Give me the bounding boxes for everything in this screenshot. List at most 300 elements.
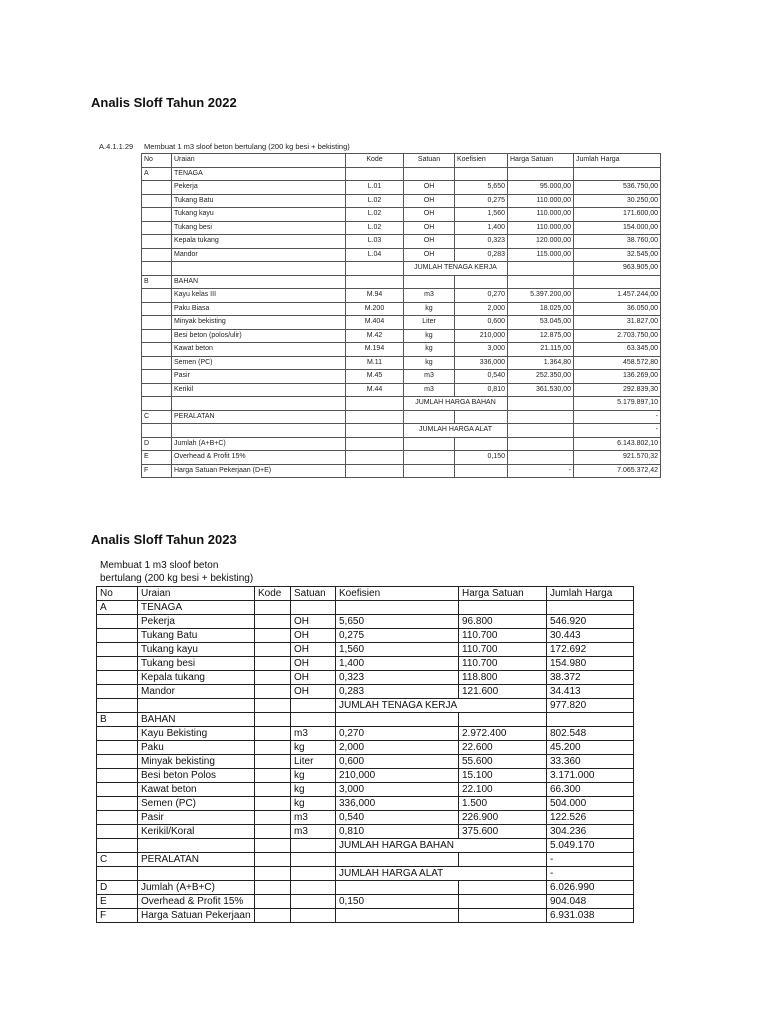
table-cell: 546.920 — [547, 615, 634, 629]
table-cell: A — [97, 601, 138, 615]
table-cell: kg — [404, 343, 455, 357]
table-cell: 1,400 — [336, 657, 459, 671]
table-cell — [255, 825, 291, 839]
table-cell: TENAGA — [138, 601, 255, 615]
analysis-code-2022: A.4.1.1.29 — [99, 142, 134, 151]
table-cell: 12.875,00 — [508, 329, 574, 343]
table-cell — [97, 825, 138, 839]
table-cell — [291, 713, 336, 727]
table-cell: 504.000 — [547, 797, 634, 811]
table-cell: 34.413 — [547, 685, 634, 699]
table-cell — [142, 194, 172, 208]
table-cell — [404, 451, 455, 465]
table-cell — [97, 755, 138, 769]
table-cell: 36.050,00 — [574, 302, 661, 316]
table-cell: Tukang kayu — [138, 643, 255, 657]
table-cell: 171.600,00 — [574, 208, 661, 222]
table-cell — [255, 601, 291, 615]
table-cell — [255, 867, 291, 881]
table-cell — [346, 464, 404, 478]
table-cell — [291, 881, 336, 895]
table-cell — [142, 370, 172, 384]
table-cell: 963.905,00 — [574, 262, 661, 276]
table-cell: E — [142, 451, 172, 465]
table-cell: JUMLAH HARGA ALAT — [404, 424, 508, 438]
table-cell: 96.800 — [459, 615, 547, 629]
table-cell — [508, 437, 574, 451]
table-row — [142, 167, 661, 181]
table-row — [97, 881, 634, 895]
table-row — [142, 370, 661, 384]
table-cell: 5.397.200,00 — [508, 289, 574, 303]
table-cell: 30.250,00 — [574, 194, 661, 208]
table-cell: 121.600 — [459, 685, 547, 699]
table-row — [142, 248, 661, 262]
table-cell: JUMLAH HARGA BAHAN — [336, 839, 547, 853]
table-cell — [138, 867, 255, 881]
table-cell: 0,150 — [336, 895, 459, 909]
table-cell — [346, 424, 404, 438]
table-cell: kg — [291, 797, 336, 811]
table-row — [97, 643, 634, 657]
table-cell — [346, 451, 404, 465]
table-row — [97, 755, 634, 769]
table-cell — [138, 699, 255, 713]
table-cell: 904.048 — [547, 895, 634, 909]
table-cell — [346, 397, 404, 411]
table-row — [142, 410, 661, 424]
table-cell — [142, 397, 172, 411]
table-cell — [142, 221, 172, 235]
table-cell — [459, 909, 547, 923]
table-row — [97, 699, 634, 713]
table-cell — [455, 410, 508, 424]
table-row — [142, 397, 661, 411]
table-cell: BAHAN — [172, 275, 346, 289]
table-cell: Paku — [138, 741, 255, 755]
table-row — [97, 783, 634, 797]
table-row — [142, 194, 661, 208]
table-cell: OH — [291, 685, 336, 699]
table-cell: M.42 — [346, 329, 404, 343]
table-cell — [291, 909, 336, 923]
column-header: Koefisien — [336, 587, 459, 601]
table-cell — [97, 811, 138, 825]
table-cell: D — [142, 437, 172, 451]
table-cell: 304.236 — [547, 825, 634, 839]
table-cell: Tukang Batu — [138, 629, 255, 643]
table-cell — [459, 895, 547, 909]
table-cell — [172, 424, 346, 438]
table-cell: L.03 — [346, 235, 404, 249]
column-header: Harga Satuan — [508, 154, 574, 168]
table-row — [142, 464, 661, 478]
table-cell: OH — [291, 643, 336, 657]
table-cell — [508, 451, 574, 465]
table-cell: 0,283 — [455, 248, 508, 262]
table-cell: M.194 — [346, 343, 404, 357]
table-cell — [142, 383, 172, 397]
table-cell: Paku Biasa — [172, 302, 346, 316]
table-cell: 0,323 — [336, 671, 459, 685]
table-row — [97, 629, 634, 643]
table-cell — [255, 895, 291, 909]
table-cell: 110.700 — [459, 643, 547, 657]
table-cell: 210,000 — [336, 769, 459, 783]
table-cell: 115.000,00 — [508, 248, 574, 262]
table-cell: 136.269,00 — [574, 370, 661, 384]
table-cell: 1,400 — [455, 221, 508, 235]
table-cell: M.200 — [346, 302, 404, 316]
heading-2022: Analis Sloff Tahun 2022 — [91, 95, 237, 110]
table-cell: 55.600 — [459, 755, 547, 769]
table-cell: Tukang Batu — [172, 194, 346, 208]
table-cell: 38.760,00 — [574, 235, 661, 249]
table-row — [142, 302, 661, 316]
table-cell: Minyak bekisting — [172, 316, 346, 330]
table-cell: 977.820 — [547, 699, 634, 713]
table-cell: L.02 — [346, 221, 404, 235]
table-row — [97, 853, 634, 867]
table-cell — [255, 741, 291, 755]
table-cell: OH — [404, 208, 455, 222]
table-row — [142, 356, 661, 370]
table-cell: M.11 — [346, 356, 404, 370]
table-row — [142, 208, 661, 222]
table-cell — [336, 909, 459, 923]
table-cell: 2.972.400 — [459, 727, 547, 741]
table-cell: 0,540 — [455, 370, 508, 384]
table-cell: 5.179.897,10 — [574, 397, 661, 411]
table-cell: m3 — [291, 825, 336, 839]
table-cell — [97, 839, 138, 853]
table-cell — [97, 727, 138, 741]
table-cell — [142, 343, 172, 357]
table-cell: 15.100 — [459, 769, 547, 783]
table-cell — [291, 853, 336, 867]
column-header: Kode — [346, 154, 404, 168]
table-cell — [142, 316, 172, 330]
table-cell: 0,540 — [336, 811, 459, 825]
table-cell — [336, 881, 459, 895]
table-cell — [142, 329, 172, 343]
table-cell: Kawat beton — [172, 343, 346, 357]
column-header: No — [97, 587, 138, 601]
table-cell — [508, 410, 574, 424]
table-cell — [142, 289, 172, 303]
table-cell — [547, 713, 634, 727]
table-cell: 2,000 — [455, 302, 508, 316]
table-cell — [336, 601, 459, 615]
table-cell: Minyak bekisting — [138, 755, 255, 769]
table-cell: Kayu Bekisting — [138, 727, 255, 741]
table-cell — [255, 685, 291, 699]
analysis-title-2022: Membuat 1 m3 sloof beton bertulang (200 kg besi + bekisting) — [144, 142, 350, 151]
table-cell — [97, 615, 138, 629]
table-cell: OH — [404, 194, 455, 208]
table-cell: Kayu kelas III — [172, 289, 346, 303]
table-2023 — [96, 586, 634, 923]
table-cell: Besi beton (polos/ulir) — [172, 329, 346, 343]
table-cell: Mandor — [138, 685, 255, 699]
table-row — [97, 657, 634, 671]
table-cell: L.01 — [346, 181, 404, 195]
table-cell — [455, 464, 508, 478]
table-cell: 120.000,00 — [508, 235, 574, 249]
table-cell — [336, 713, 459, 727]
table-cell: Overhead & Profit 15% — [138, 895, 255, 909]
table-cell: 21.115,00 — [508, 343, 574, 357]
table-cell: 63.345,00 — [574, 343, 661, 357]
table-cell: Semen (PC) — [138, 797, 255, 811]
column-header: Harga Satuan — [459, 587, 547, 601]
table-cell — [455, 275, 508, 289]
table-cell: 0,275 — [455, 194, 508, 208]
table-cell — [404, 275, 455, 289]
table-cell — [574, 167, 661, 181]
column-header: Satuan — [404, 154, 455, 168]
table-cell: 0,810 — [336, 825, 459, 839]
table-cell — [346, 167, 404, 181]
table-row — [142, 275, 661, 289]
table-row — [142, 235, 661, 249]
table-cell: 2.703.750,00 — [574, 329, 661, 343]
table-cell: 95.000,00 — [508, 181, 574, 195]
column-header: Uraian — [172, 154, 346, 168]
table-cell: Kepala tukang — [138, 671, 255, 685]
table-cell — [459, 713, 547, 727]
table-cell: OH — [404, 248, 455, 262]
column-header: Satuan — [291, 587, 336, 601]
table-cell — [255, 783, 291, 797]
table-cell: 5,650 — [336, 615, 459, 629]
table-cell: kg — [291, 741, 336, 755]
table-cell: 118.800 — [459, 671, 547, 685]
table-row — [142, 221, 661, 235]
table-cell — [142, 181, 172, 195]
table-cell: 30.443 — [547, 629, 634, 643]
column-header: Uraian — [138, 587, 255, 601]
table-cell: 3,000 — [455, 343, 508, 357]
table-cell: Harga Satuan Pekerjaan — [138, 909, 255, 923]
table-cell: m3 — [291, 727, 336, 741]
table-cell: M.44 — [346, 383, 404, 397]
table-cell: kg — [291, 769, 336, 783]
table-cell: - — [574, 410, 661, 424]
table-cell — [404, 410, 455, 424]
table-row — [97, 615, 634, 629]
table-cell — [255, 839, 291, 853]
table-cell — [255, 615, 291, 629]
table-cell: 6.931.038 — [547, 909, 634, 923]
table-cell: 252.350,00 — [508, 370, 574, 384]
table-cell: F — [142, 464, 172, 478]
table-cell: Pasir — [172, 370, 346, 384]
table-cell: kg — [404, 356, 455, 370]
table-cell: 1,560 — [336, 643, 459, 657]
header-row — [142, 154, 661, 168]
table-cell — [508, 167, 574, 181]
table-row — [142, 343, 661, 357]
table-cell: 0,810 — [455, 383, 508, 397]
table-cell: m3 — [291, 811, 336, 825]
table-cell: 1.457.244,00 — [574, 289, 661, 303]
table-cell — [97, 657, 138, 671]
table-cell: PERALATAN — [172, 410, 346, 424]
table-cell — [255, 643, 291, 657]
table-cell: L.04 — [346, 248, 404, 262]
table-cell: C — [142, 410, 172, 424]
table-row — [97, 601, 634, 615]
table-row — [142, 181, 661, 195]
table-cell: - — [547, 853, 634, 867]
table-cell: 336,000 — [455, 356, 508, 370]
table-cell: Pekerja — [138, 615, 255, 629]
table-cell — [346, 410, 404, 424]
table-cell: 66.300 — [547, 783, 634, 797]
table-cell: 0,270 — [455, 289, 508, 303]
table-row — [97, 867, 634, 881]
table-cell: 0,270 — [336, 727, 459, 741]
table-cell — [142, 208, 172, 222]
table-cell — [336, 853, 459, 867]
table-cell: OH — [291, 657, 336, 671]
table-cell: 0,600 — [336, 755, 459, 769]
table-cell — [97, 741, 138, 755]
column-header: Koefisien — [455, 154, 508, 168]
table-cell: 1.364,80 — [508, 356, 574, 370]
table-cell: 336,000 — [336, 797, 459, 811]
table-row — [97, 671, 634, 685]
table-cell: D — [97, 881, 138, 895]
table-row — [142, 383, 661, 397]
table-cell — [97, 797, 138, 811]
table-cell: 5.049.170 — [547, 839, 634, 853]
table-cell: 6.026.990 — [547, 881, 634, 895]
table-cell: Jumlah (A+B+C) — [138, 881, 255, 895]
table-cell — [172, 262, 346, 276]
table-cell: 458.572,80 — [574, 356, 661, 370]
table-cell: 110.700 — [459, 629, 547, 643]
table-cell — [142, 424, 172, 438]
table-row — [97, 797, 634, 811]
table-cell: 292.839,30 — [574, 383, 661, 397]
table-cell — [574, 275, 661, 289]
table-cell — [404, 464, 455, 478]
table-cell: 154.000,00 — [574, 221, 661, 235]
table-cell: JUMLAH HARGA BAHAN — [404, 397, 508, 411]
table-cell: TENAGA — [172, 167, 346, 181]
table-cell: 53.045,00 — [508, 316, 574, 330]
table-cell: Tukang kayu — [172, 208, 346, 222]
table-cell — [346, 275, 404, 289]
table-cell — [255, 699, 291, 713]
table-cell: 22.600 — [459, 741, 547, 755]
table-row — [142, 329, 661, 343]
table-cell: 33.360 — [547, 755, 634, 769]
table-cell: Tukang besi — [172, 221, 346, 235]
table-cell — [142, 356, 172, 370]
table-row — [142, 424, 661, 438]
table-cell: Jumlah (A+B+C) — [172, 437, 346, 451]
table-cell: Besi beton Polos — [138, 769, 255, 783]
table-cell: kg — [291, 783, 336, 797]
column-header: Jumlah Harga — [574, 154, 661, 168]
table-cell: Liter — [291, 755, 336, 769]
table-cell — [97, 629, 138, 643]
table-cell: 172.692 — [547, 643, 634, 657]
table-cell: 921.570,32 — [574, 451, 661, 465]
table-cell: OH — [291, 615, 336, 629]
table-cell — [255, 881, 291, 895]
table-cell — [291, 867, 336, 881]
table-row — [97, 811, 634, 825]
table-cell: 110.000,00 — [508, 194, 574, 208]
table-cell: 802.548 — [547, 727, 634, 741]
table-cell: L.02 — [346, 194, 404, 208]
table-cell — [291, 699, 336, 713]
table-cell — [404, 167, 455, 181]
table-cell — [142, 248, 172, 262]
table-cell: OH — [404, 181, 455, 195]
table-cell: 31.827,00 — [574, 316, 661, 330]
table-cell: 110.000,00 — [508, 221, 574, 235]
column-header: Kode — [255, 587, 291, 601]
table-cell — [255, 629, 291, 643]
table-cell — [97, 867, 138, 881]
table-row — [97, 741, 634, 755]
table-cell: PERALATAN — [138, 853, 255, 867]
table-cell: 5,650 — [455, 181, 508, 195]
table-cell — [346, 262, 404, 276]
table-cell: F — [97, 909, 138, 923]
table-cell: 7.065.372,42 — [574, 464, 661, 478]
table-cell — [255, 853, 291, 867]
table-cell — [508, 397, 574, 411]
table-cell: M.45 — [346, 370, 404, 384]
table-cell — [291, 601, 336, 615]
table-cell — [455, 437, 508, 451]
table-row — [142, 262, 661, 276]
table-row — [97, 769, 634, 783]
table-cell — [255, 657, 291, 671]
table-cell — [291, 839, 336, 853]
table-cell — [138, 839, 255, 853]
analysis-title-2023-line2: bertulang (200 kg besi + bekisting) — [100, 573, 254, 584]
table-cell: B — [97, 713, 138, 727]
table-cell: 0,150 — [455, 451, 508, 465]
table-cell: A — [142, 167, 172, 181]
table-cell — [255, 755, 291, 769]
table-cell: 0,600 — [455, 316, 508, 330]
table-cell: 110.700 — [459, 657, 547, 671]
table-cell: 1,560 — [455, 208, 508, 222]
table-cell: 6.143.802,10 — [574, 437, 661, 451]
table-cell — [97, 699, 138, 713]
table-cell — [97, 769, 138, 783]
analysis-title-2023 — [100, 559, 253, 585]
table-cell: M.94 — [346, 289, 404, 303]
table-row — [142, 316, 661, 330]
table-cell: Harga Satuan Pekerjaan (D+E) — [172, 464, 346, 478]
table-cell: 375.600 — [459, 825, 547, 839]
table-cell — [255, 909, 291, 923]
table-cell: 110.000,00 — [508, 208, 574, 222]
table-cell: 154.980 — [547, 657, 634, 671]
table-cell: C — [97, 853, 138, 867]
table-row — [97, 685, 634, 699]
table-cell — [97, 671, 138, 685]
